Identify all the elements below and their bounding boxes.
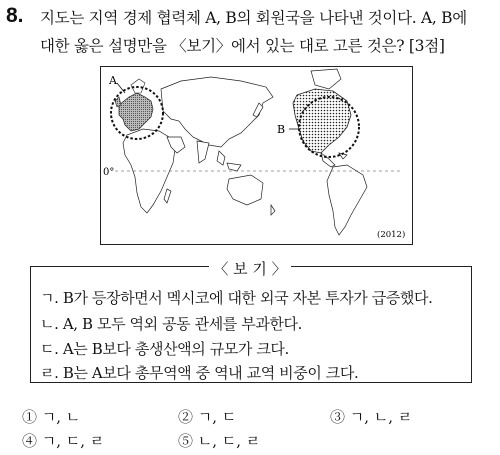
south-america-landmass [321, 153, 367, 235]
label-a: A [109, 74, 117, 87]
question-text-line-2: 대한 옳은 설명만을 〈보기〉에서 있는 대로 고른 것은? [3점] [40, 37, 445, 55]
bogi-title: 〈 보 기 〉 [209, 260, 290, 278]
bogi-item-2: ㄴ. A, B 모두 역외 공동 관세를 부과한다. [40, 315, 302, 333]
bogi-title-wrap [0, 258, 500, 279]
label-b: B [277, 123, 286, 136]
choice-4[interactable]: ④ ㄱ, ㄷ, ㄹ [22, 432, 105, 450]
bogi-item-1: ㄱ. B가 등장하면서 멕시코에 대한 외국 자본 투자가 급증했다. [40, 289, 433, 307]
world-map-figure [100, 66, 413, 245]
choice-5[interactable]: ⑤ ㄴ, ㄷ, ㄹ [178, 432, 261, 450]
map-year: (2012) [377, 230, 406, 240]
question-number: 8. [6, 4, 24, 27]
equator-label: 0° [103, 167, 115, 178]
choice-2[interactable]: ② ㄱ, ㄷ [178, 408, 237, 426]
question-text-line-1: 지도는 지역 경제 협력체 A, B의 회원국을 나타낸 것이다. A, B에 [40, 9, 467, 27]
choice-3[interactable]: ③ ㄱ, ㄴ, ㄹ [330, 408, 413, 426]
world-map-svg [101, 67, 412, 244]
bogi-item-3: ㄷ. A는 B보다 총생산액의 규모가 크다. [40, 340, 289, 358]
choice-1[interactable]: ① ㄱ, ㄴ [22, 408, 81, 426]
bogi-item-4: ㄹ. B는 A보다 총무역액 중 역내 교역 비중이 크다. [40, 364, 359, 382]
region-b-members [293, 89, 351, 153]
